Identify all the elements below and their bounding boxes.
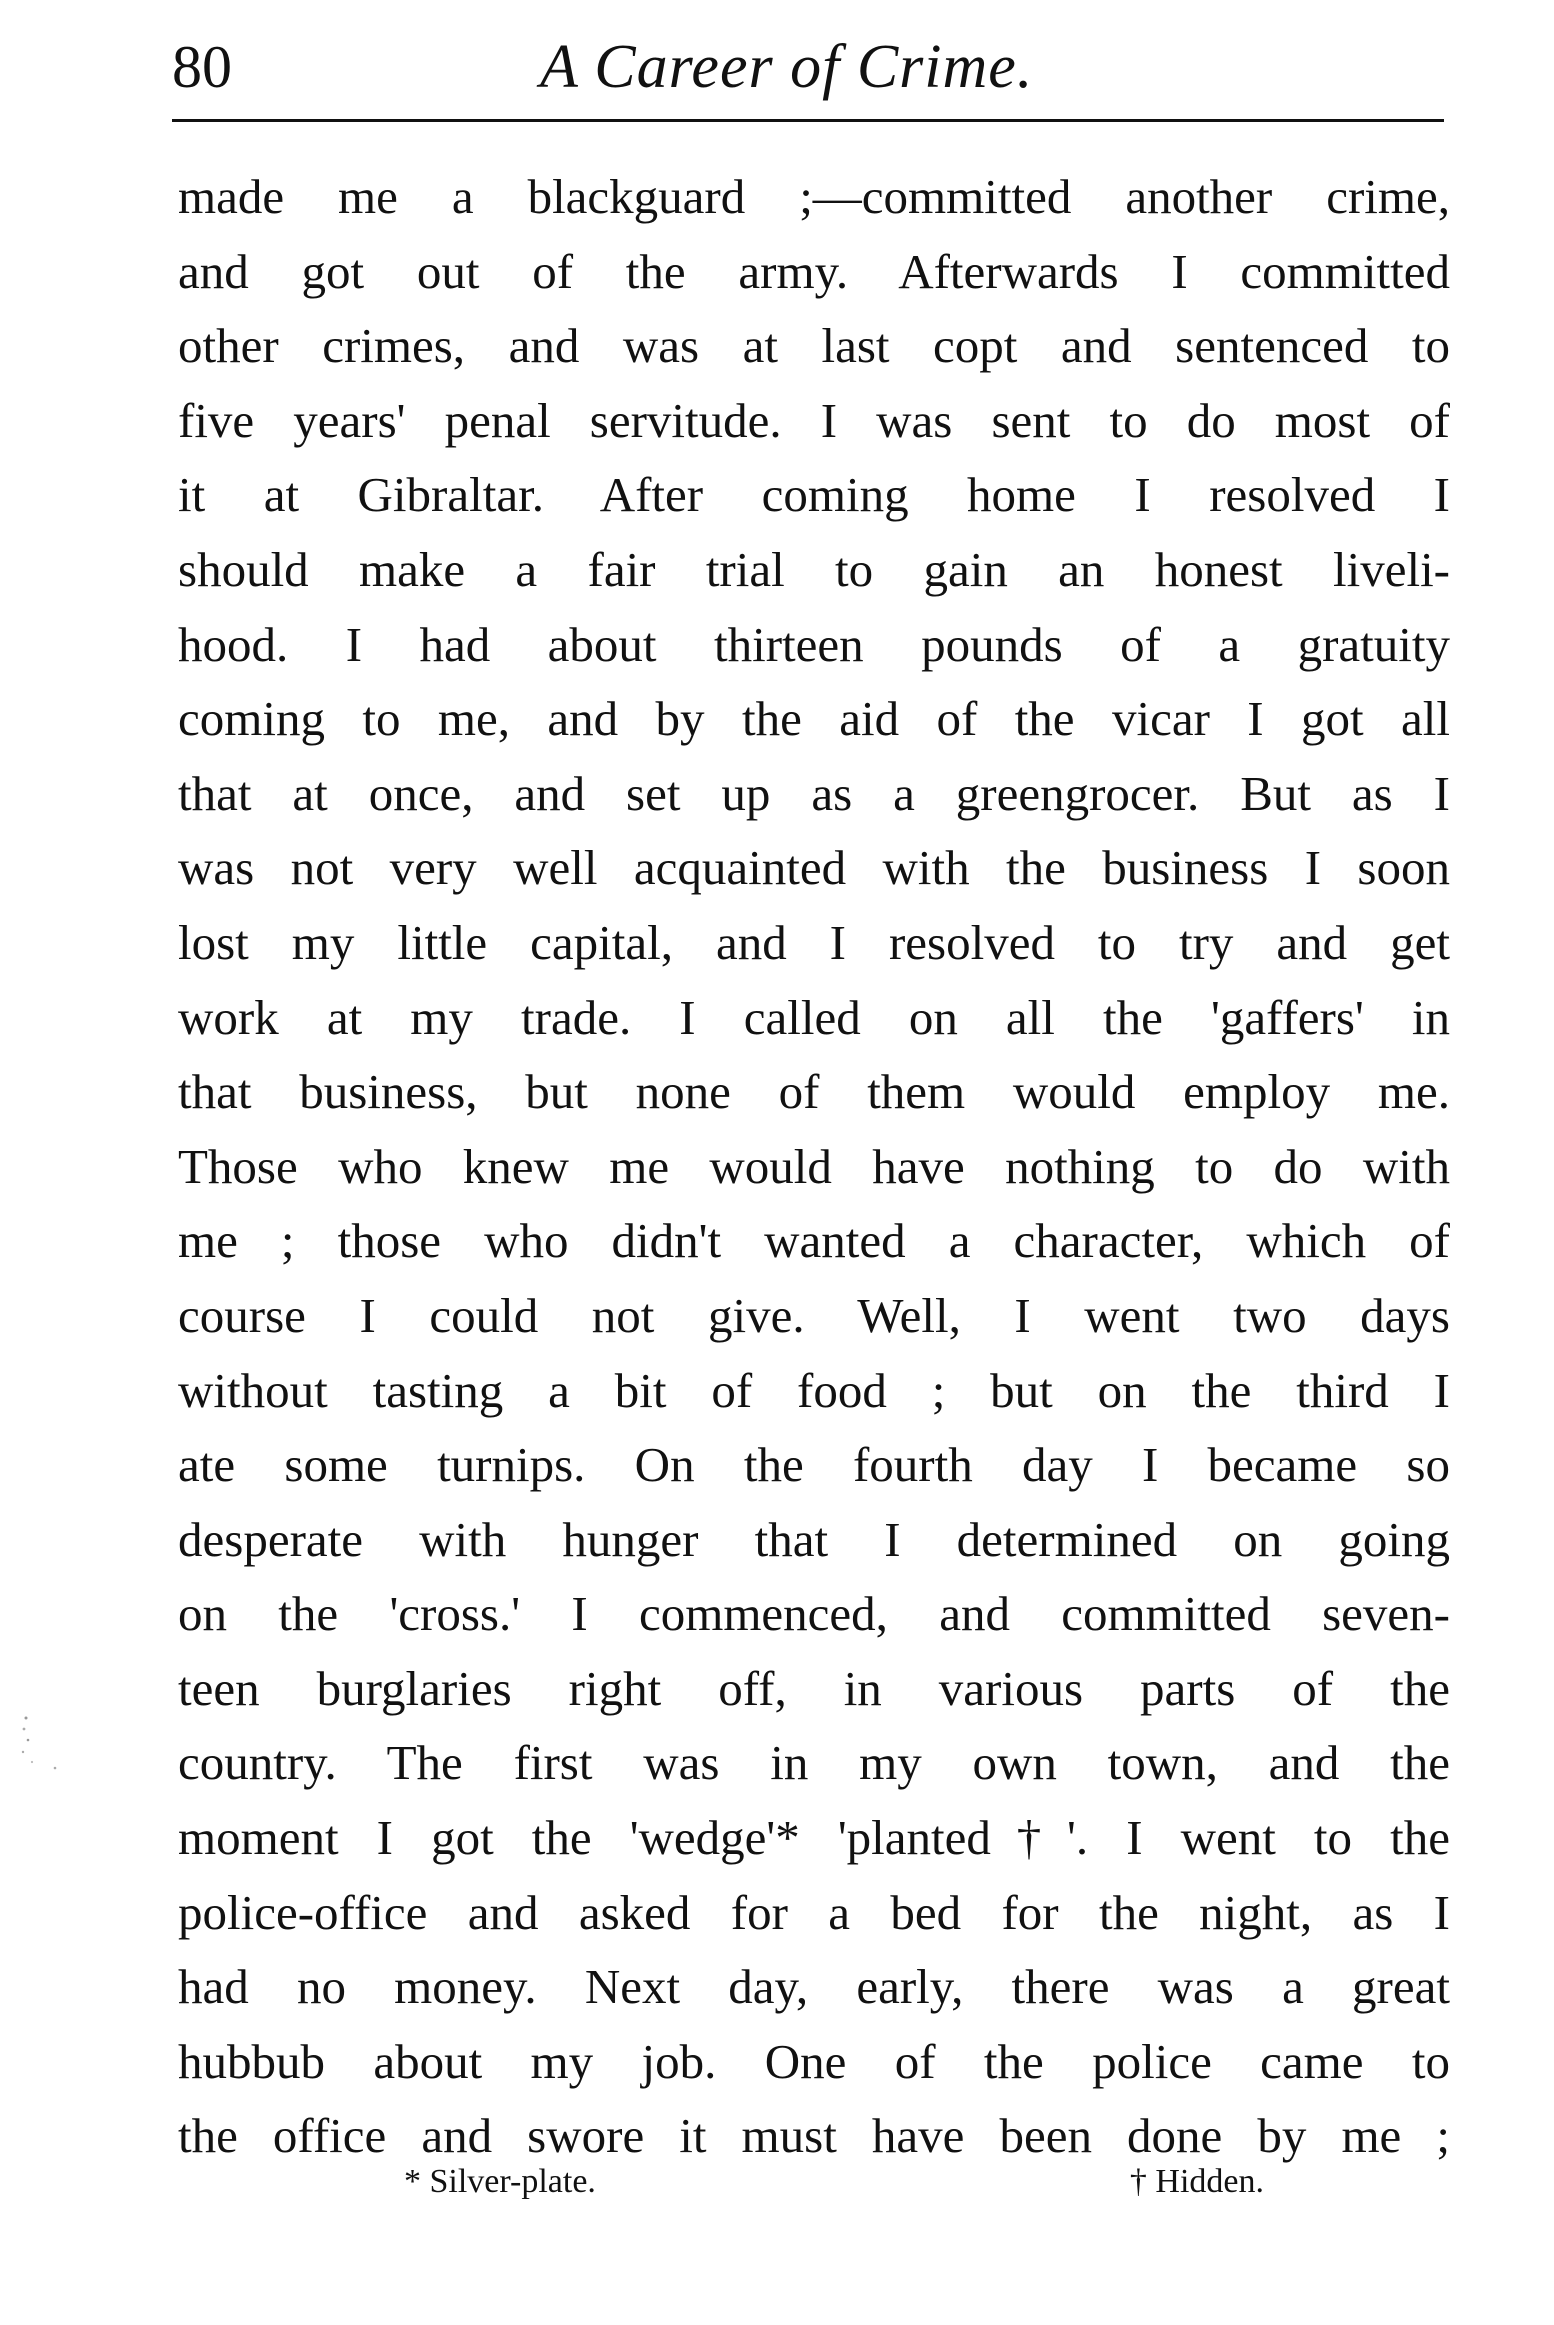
body-line: without tasting a bit of food ; but on the third I [178, 1362, 1450, 1418]
body-line: that at once, and set up as a greengrocer. But as I [178, 765, 1450, 821]
body-line: course I could not give. Well, I went two days [178, 1287, 1450, 1343]
body-line: desperate with hunger that I determined on going [178, 1511, 1450, 1567]
footnote-hidden: † Hidden. [1129, 2163, 1264, 2200]
body-line: made me a blackguard ;—committed another crime, [178, 169, 1450, 224]
body-line: and got out of the army. Afterwards I committed [178, 243, 1450, 299]
margin-specks [16, 1712, 62, 1782]
body-line: work at my trade. I called on all the 'gaffers' in [178, 989, 1450, 1045]
running-title: A Career of Crime. [540, 33, 1034, 101]
body-line: hubbub about my job. One of the police came to [178, 2033, 1450, 2089]
body-line: Those who knew me would have nothing to do with [178, 1138, 1450, 1194]
body-line: it at Gibraltar. After coming home I resolved I [178, 467, 1450, 523]
body-line: should make a fair trial to gain an honest liveli- [178, 541, 1450, 597]
body-line: other crimes, and was at last copt and sentenced to [178, 318, 1450, 374]
body-line: coming to me, and by the aid of the vicar I got all [178, 691, 1450, 747]
body-line: moment I got the 'wedge'* 'planted†'. I went to the [178, 1810, 1450, 1866]
body-line: ate some turnips. On the fourth day I became so [178, 1437, 1450, 1493]
footnotes [404, 2160, 1264, 2204]
body-line: lost my little capital, and I resolved to try and get [178, 914, 1450, 970]
body-line: country. The first was in my own town, and the [178, 1735, 1450, 1791]
body-line: five years' penal servitude. I was sent to do most of [178, 392, 1450, 448]
body-line: me ; those who didn't wanted a character, which of [178, 1213, 1450, 1269]
body-line: police-office and asked for a bed for the night, as I [178, 1884, 1450, 1940]
body-line: hood. I had about thirteen pounds of a gratuity [178, 616, 1450, 672]
body-line: on the 'cross.' I commenced, and committed seven- [178, 1586, 1450, 1642]
body-line: teen burglaries right off, in various parts of the [178, 1660, 1450, 1716]
body-line: the office and swore it must have been done by me ; [178, 2108, 1450, 2164]
running-header [172, 28, 1440, 106]
page-number: 80 [172, 34, 232, 100]
body-text [178, 160, 1450, 2174]
footnote-silver-plate: * Silver-plate. [404, 2163, 596, 2200]
header-rule [172, 119, 1444, 122]
body-line: that business, but none of them would employ me. [178, 1064, 1450, 1120]
body-line: was not very well acquainted with the business I soon [178, 840, 1450, 896]
body-line: had no money. Next day, early, there was a great [178, 1959, 1450, 2015]
